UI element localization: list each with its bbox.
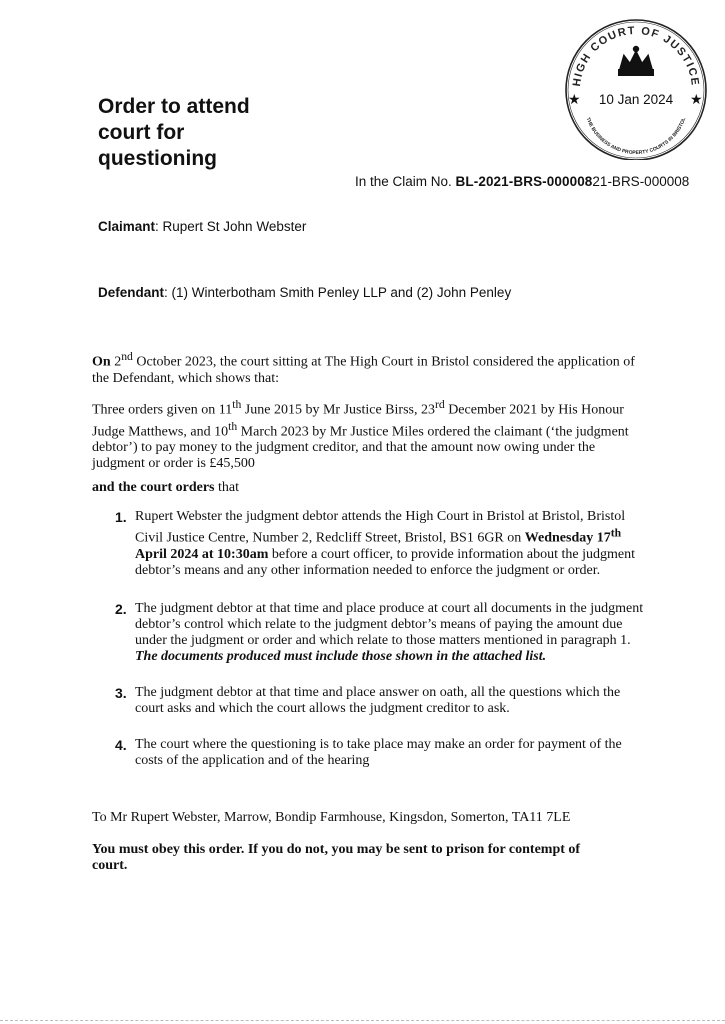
claim-prefix: In the Claim No.	[355, 174, 456, 189]
order-item-2: 2. The judgment debtor at that time and place produce at court all documents in the judgment debtor’s control which relate to the judgment debtor’s means of paying the amount due under the judgment or order and which relate to those matters mentioned in paragraph 1. The documents produced must include those shown in the attached list.	[115, 600, 644, 664]
order-item-3: 3. The judgment debtor at that time and place answer on oath, all the questions which the court asks and which the court allows the judgment creditor to ask.	[115, 684, 621, 716]
svg-text:★: ★	[568, 92, 581, 108]
svg-text:THE BUSINESS AND PROPERTY COUR: THE BUSINESS AND PROPERTY COURTS IN BRISTOL	[584, 116, 688, 157]
claimant-label: Claimant	[98, 219, 156, 234]
warning-text: You must obey this order. If you do not, you may be sent to prison for contempt of court.	[92, 842, 581, 873]
order-item-4: 4. The court where the questioning is to take place may make an order for payment of the costs of the application and of the hearing	[115, 736, 622, 768]
defendant-line	[98, 285, 511, 300]
claimant-value: : Rupert St John Webster	[155, 219, 307, 234]
claim-number-line	[355, 174, 689, 189]
page-title: Order to attend court for questioning	[98, 95, 250, 170]
defendant-value: : (1) Winterbotham Smith Penley LLP and (2) John Penley	[164, 285, 512, 300]
order-item-1: 1. Rupert Webster the judgment debtor attends the High Court in Bristol at Bristol, Bristol Civil Justice Centre, Number 2, Redcliff Street, Bristol, BS1 6GR on Wednesday 17th April 2024 at 10:30am before a court officer, to provide information about the judgment debtor’s means and any other information needed to enforce the judgment or order.	[115, 509, 635, 578]
orders-list	[92, 509, 652, 787]
scan-edge-divider	[0, 1020, 725, 1021]
svg-text:★: ★	[690, 92, 703, 108]
claimant-line	[98, 219, 306, 234]
prior-orders-paragraph: Three orders given on 11th June 2015 by Mr Justice Birss, 23rd December 2021 by His Honour Judge Matthews, and 10th March 2023 by Mr Justice Miles ordered the claimant (‘the judgment debtor’) to pay money to the judgment creditor, and that the amount now owing under the judgment or order is £45,500	[92, 398, 629, 472]
court-seal-stamp	[560, 10, 710, 160]
crown-icon	[619, 47, 653, 75]
defendant-label: Defendant	[98, 285, 165, 300]
addressee-line: To Mr Rupert Webster, Marrow, Bondip Farmhouse, Kingsdon, Somerton, TA11 7LE	[92, 810, 571, 825]
court-orders-lead: and the court orders that	[92, 480, 239, 495]
intro-paragraph: On 2nd October 2023, the court sitting at The High Court in Bristol considered the application of the Defendant, which shows that:	[92, 350, 635, 386]
claim-number: BL-2021-BRS-000008	[455, 174, 593, 189]
seal-date: 10 Jan 2024	[598, 92, 674, 107]
claim-overprint: 21-BRS-000008	[592, 174, 690, 189]
svg-text:HIGH COURT OF JUSTICE: HIGH COURT OF JUSTICE	[570, 24, 702, 88]
